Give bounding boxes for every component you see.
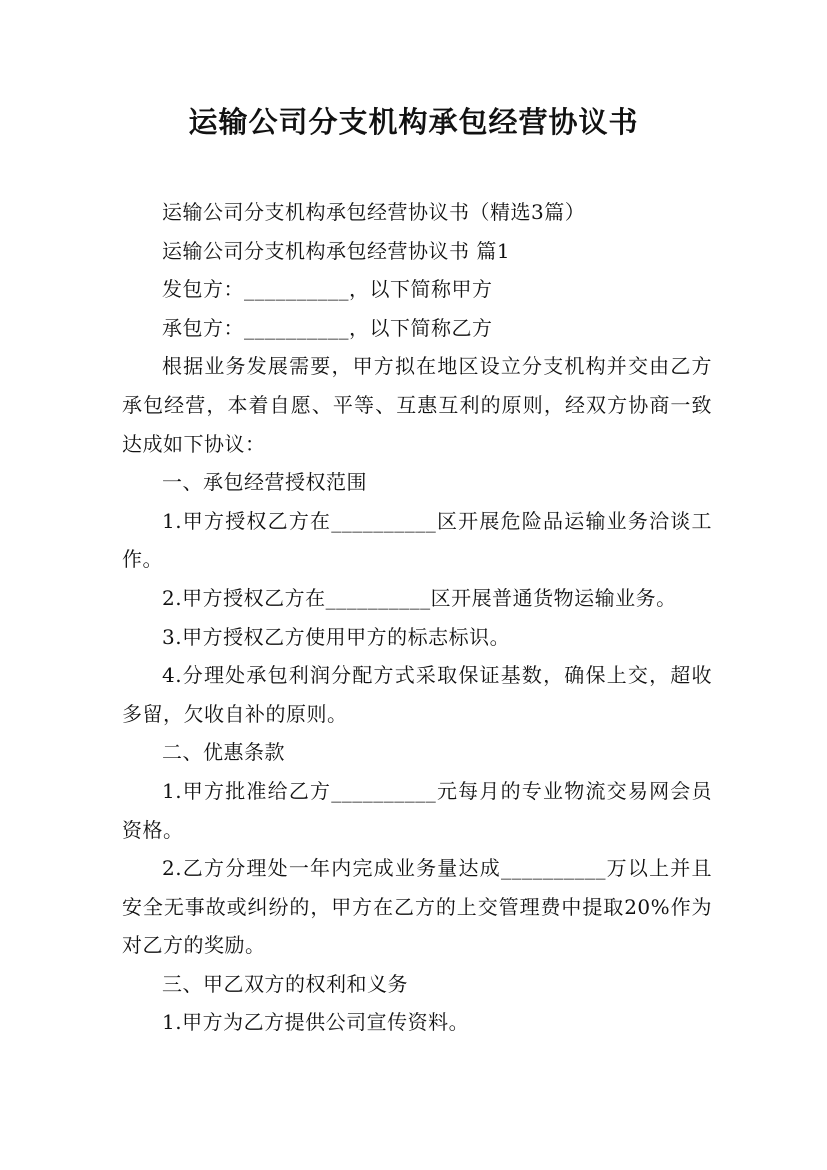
paragraph-heading-3: 三、甲乙双方的权利和义务 — [162, 971, 408, 996]
paragraph-clause-1-4: 4.分理处承包利润分配方式采取保证基数，确保上交，超收多留，欠收自补的原则。 — [122, 663, 712, 726]
paragraph-section-heading: 运输公司分支机构承包经营协议书 篇1 — [162, 238, 511, 263]
paragraph-clause-1-3: 3.甲方授权乙方使用甲方的标志标识。 — [162, 624, 511, 649]
paragraph-clause-2-1: 1.甲方批准给乙方__________元每月的专业物流交易网会员资格。 — [122, 778, 712, 842]
paragraph-clause-2-2: 2.乙方分理处一年内完成业务量达成__________万以上并且安全无事故或纠纷的，甲方在乙方的上交管理费中提取20%作为对乙方的奖励。 — [122, 856, 712, 958]
paragraph-clause-3-1: 1.甲方为乙方提供公司宣传资料。 — [162, 1010, 470, 1035]
paragraph-subtitle: 运输公司分支机构承包经营协议书（精选3篇） — [162, 200, 586, 224]
paragraph-heading-1: 一、承包经营授权范围 — [162, 470, 367, 495]
paragraph-contractor: 发包方：__________，以下简称甲方 — [162, 277, 493, 302]
paragraph-contractee: 承包方：__________，以下简称乙方 — [162, 315, 493, 340]
paragraph-clause-1-2: 2.甲方授权乙方在__________区开展普通货物运输业务。 — [162, 585, 677, 610]
document-body — [122, 193, 712, 1042]
paragraph-preamble: 根据业务发展需要，甲方拟在地区设立分支机构并交由乙方承包经营，本着自愿、平等、互惠互利的原则，经双方协商一致达成如下协议： — [122, 354, 712, 456]
paragraph-clause-1-1: 1.甲方授权乙方在__________区开展危险品运输业务洽谈工作。 — [122, 508, 712, 572]
document-title: 运输公司分支机构承包经营协议书 — [188, 105, 639, 139]
paragraph-heading-2: 二、优惠条款 — [162, 740, 285, 765]
